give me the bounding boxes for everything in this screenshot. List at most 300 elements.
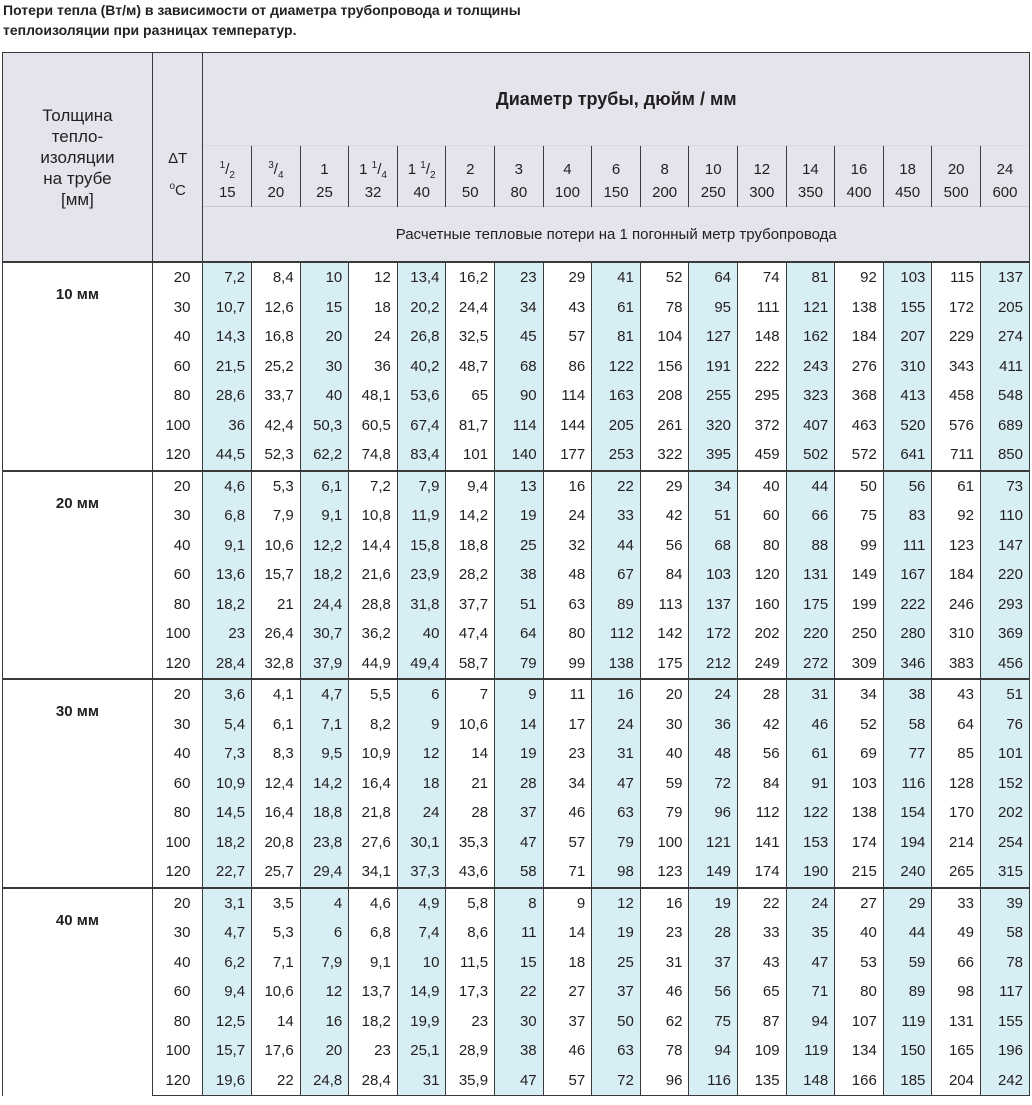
heat-loss-cell: 16 — [543, 471, 592, 502]
heat-loss-cell: 36 — [203, 411, 252, 441]
heat-loss-cell: 14,2 — [446, 501, 495, 531]
heat-loss-cell: 458 — [932, 381, 981, 411]
heat-loss-cell: 155 — [883, 293, 932, 323]
heat-loss-cell: 315 — [980, 857, 1029, 888]
inch-numerator: 3 — [268, 160, 274, 171]
heat-loss-cell: 280 — [883, 619, 932, 649]
heat-loss-cell: 73 — [980, 471, 1029, 502]
heat-loss-cell: 103 — [883, 262, 932, 293]
heat-loss-cell: 320 — [689, 411, 738, 441]
heat-loss-cell: 63 — [592, 798, 641, 828]
heat-loss-cell: 28 — [495, 769, 544, 799]
heat-loss-cell: 24 — [397, 798, 446, 828]
insulation-thickness-label: 20 мм — [3, 471, 153, 680]
heat-loss-cell: 28 — [689, 918, 738, 948]
heat-loss-cell: 56 — [738, 739, 787, 769]
heat-loss-cell: 43 — [932, 679, 981, 710]
insulation-thickness-label: 30 мм — [3, 679, 153, 888]
heat-loss-cell: 177 — [543, 440, 592, 471]
heat-loss-cell: 154 — [883, 798, 932, 828]
heat-loss-cell: 28 — [738, 679, 787, 710]
heat-loss-table — [2, 52, 1030, 1096]
heat-loss-cell: 113 — [640, 590, 689, 620]
heat-loss-cell: 21 — [252, 590, 301, 620]
heat-loss-cell: 12,4 — [252, 769, 301, 799]
heat-loss-cell: 40 — [835, 918, 884, 948]
delta-t-header — [152, 53, 203, 263]
table-row — [3, 262, 1030, 293]
heat-loss-cell: 265 — [932, 857, 981, 888]
heat-loss-cell: 174 — [835, 828, 884, 858]
heat-loss-cell: 110 — [980, 501, 1029, 531]
heat-loss-cell: 114 — [543, 381, 592, 411]
heat-loss-cell: 33,7 — [252, 381, 301, 411]
heat-loss-cell: 274 — [980, 322, 1029, 352]
inch-denominator: 2 — [430, 170, 436, 178]
heat-loss-cell: 463 — [835, 411, 884, 441]
heat-loss-cell: 52 — [835, 710, 884, 740]
fraction-slash: / — [425, 161, 430, 178]
heat-loss-cell: 29 — [640, 471, 689, 502]
heat-loss-cell: 74,8 — [349, 440, 398, 471]
heat-loss-cell: 31,8 — [397, 590, 446, 620]
delta-t-value: 40 — [152, 531, 203, 561]
heat-loss-cell: 36 — [349, 352, 398, 382]
heat-loss-cell: 31 — [592, 739, 641, 769]
heat-loss-cell: 6 — [397, 679, 446, 710]
inch-whole: 18 — [899, 161, 916, 178]
delta-t-value: 30 — [152, 293, 203, 323]
table-row — [3, 769, 1030, 799]
heat-loss-cell: 31 — [397, 1066, 446, 1096]
heat-loss-cell: 144 — [543, 411, 592, 441]
heat-loss-cell: 47 — [495, 828, 544, 858]
heat-loss-cell: 29,4 — [300, 857, 349, 888]
heat-loss-cell: 27 — [543, 977, 592, 1007]
heat-loss-cell: 51 — [495, 590, 544, 620]
heat-loss-cell: 147 — [980, 531, 1029, 561]
heat-loss-cell: 107 — [835, 1007, 884, 1037]
heat-loss-cell: 119 — [786, 1036, 835, 1066]
heat-loss-cell: 711 — [932, 440, 981, 471]
heat-loss-cell: 23,9 — [397, 560, 446, 590]
heat-loss-cell: 40 — [738, 471, 787, 502]
heat-loss-cell: 21,6 — [349, 560, 398, 590]
delta-t-value: 120 — [152, 440, 203, 471]
heat-loss-cell: 24,8 — [300, 1066, 349, 1096]
heat-loss-cell: 48 — [543, 560, 592, 590]
heat-loss-cell: 86 — [543, 352, 592, 382]
heat-loss-cell: 23 — [543, 739, 592, 769]
delta-t-value: 40 — [152, 948, 203, 978]
heat-loss-cell: 170 — [932, 798, 981, 828]
heat-loss-cell: 57 — [543, 322, 592, 352]
table-row — [3, 857, 1030, 888]
heat-loss-cell: 21,8 — [349, 798, 398, 828]
heat-loss-cell: 72 — [689, 769, 738, 799]
table-row — [3, 590, 1030, 620]
table-row — [3, 352, 1030, 382]
heat-loss-cell: 34 — [835, 679, 884, 710]
heat-loss-cell: 52 — [640, 262, 689, 293]
heat-loss-cell: 459 — [738, 440, 787, 471]
inch-whole: 14 — [802, 161, 819, 178]
heat-loss-cell: 243 — [786, 352, 835, 382]
heat-loss-cell: 27,6 — [349, 828, 398, 858]
heat-loss-cell: 322 — [640, 440, 689, 471]
diameter-mm-header: 600 — [980, 178, 1029, 207]
heat-loss-cell: 456 — [980, 649, 1029, 680]
thickness-header-line: тепло- — [51, 126, 104, 146]
heat-loss-cell: 37 — [543, 1007, 592, 1037]
heat-loss-cell: 190 — [786, 857, 835, 888]
heat-loss-cell: 8,3 — [252, 739, 301, 769]
heat-loss-cell: 59 — [640, 769, 689, 799]
heat-loss-cell: 152 — [980, 769, 1029, 799]
heat-loss-cell: 37 — [495, 798, 544, 828]
diameter-inch-header — [835, 146, 884, 179]
heat-loss-cell: 80 — [835, 977, 884, 1007]
heat-loss-cell: 115 — [932, 262, 981, 293]
inch-whole: 1 — [320, 161, 329, 178]
heat-loss-cell: 80 — [738, 531, 787, 561]
heat-loss-cell: 20,2 — [397, 293, 446, 323]
heat-loss-cell: 10 — [397, 948, 446, 978]
heat-loss-cell: 9,1 — [203, 531, 252, 561]
heat-loss-cell: 12,2 — [300, 531, 349, 561]
heat-loss-cell: 30 — [300, 352, 349, 382]
heat-loss-cell: 11,5 — [446, 948, 495, 978]
heat-loss-cell: 6 — [300, 918, 349, 948]
heat-loss-cell: 77 — [883, 739, 932, 769]
heat-loss-cell: 52,3 — [252, 440, 301, 471]
heat-loss-cell: 6,1 — [252, 710, 301, 740]
heat-loss-cell: 19 — [495, 501, 544, 531]
heat-loss-cell: 53,6 — [397, 381, 446, 411]
heat-loss-cell: 68 — [495, 352, 544, 382]
heat-loss-cell: 39 — [980, 888, 1029, 919]
heat-loss-cell: 18 — [543, 948, 592, 978]
heat-loss-cell: 850 — [980, 440, 1029, 471]
heat-loss-cell: 641 — [883, 440, 932, 471]
table-row — [3, 471, 1030, 502]
heat-loss-cell: 65 — [738, 977, 787, 1007]
heat-loss-cell: 689 — [980, 411, 1029, 441]
heat-loss-cell: 114 — [495, 411, 544, 441]
delta-t-value: 60 — [152, 977, 203, 1007]
inch-numerator: 1 — [420, 160, 426, 171]
heat-loss-cell: 22 — [252, 1066, 301, 1096]
heat-loss-cell: 7,9 — [300, 948, 349, 978]
diameter-mm-header: 300 — [738, 178, 787, 207]
heat-loss-cell: 29 — [543, 262, 592, 293]
diameter-inch-header — [980, 146, 1029, 179]
heat-loss-cell: 6,1 — [300, 471, 349, 502]
heat-loss-cell: 30 — [640, 710, 689, 740]
heat-loss-cell: 65 — [446, 381, 495, 411]
diameter-mm-header: 32 — [349, 178, 398, 207]
thickness-header — [3, 53, 153, 263]
heat-loss-cell: 26,4 — [252, 619, 301, 649]
heat-loss-cell: 229 — [932, 322, 981, 352]
heat-loss-cell: 58 — [495, 857, 544, 888]
heat-loss-cell: 36,2 — [349, 619, 398, 649]
heat-loss-cell: 175 — [786, 590, 835, 620]
diameter-inch-header — [738, 146, 787, 179]
heat-loss-cell: 46 — [640, 977, 689, 1007]
diameter-inch-header — [883, 146, 932, 179]
diameter-inch-header — [203, 146, 252, 179]
heat-loss-cell: 7,3 — [203, 739, 252, 769]
table-row — [3, 918, 1030, 948]
heat-loss-cell: 35 — [786, 918, 835, 948]
heat-loss-cell: 99 — [543, 649, 592, 680]
heat-loss-cell: 61 — [786, 739, 835, 769]
heat-loss-cell: 28,2 — [446, 560, 495, 590]
heat-loss-cell: 96 — [640, 1066, 689, 1096]
heat-loss-cell: 10,6 — [446, 710, 495, 740]
delta-t-value: 80 — [152, 381, 203, 411]
inch-whole: 20 — [947, 161, 965, 178]
heat-loss-cell: 13,4 — [397, 262, 446, 293]
heat-loss-cell: 122 — [786, 798, 835, 828]
table-row — [3, 560, 1030, 590]
heat-loss-cell: 38 — [883, 679, 932, 710]
heat-loss-cell: 18,2 — [203, 590, 252, 620]
heat-loss-cell: 16 — [300, 1007, 349, 1037]
heat-loss-cell: 222 — [883, 590, 932, 620]
heat-loss-cell: 103 — [689, 560, 738, 590]
table-row — [3, 501, 1030, 531]
heat-loss-cell: 220 — [786, 619, 835, 649]
heat-loss-cell: 84 — [640, 560, 689, 590]
title-line-2: теплоизоляции при разницах температур. — [3, 22, 297, 38]
heat-loss-cell: 112 — [738, 798, 787, 828]
heat-loss-cell: 261 — [640, 411, 689, 441]
heat-loss-cell: 45 — [495, 322, 544, 352]
heat-loss-cell: 8,4 — [252, 262, 301, 293]
heat-loss-cell: 87 — [738, 1007, 787, 1037]
inch-whole: 3 — [514, 161, 524, 178]
heat-loss-cell: 42,4 — [252, 411, 301, 441]
heat-loss-cell: 48 — [689, 739, 738, 769]
inch-whole: 6 — [611, 161, 621, 178]
heat-loss-cell: 31 — [640, 948, 689, 978]
heat-loss-cell: 140 — [495, 440, 544, 471]
diameter-mm-header: 400 — [835, 178, 884, 207]
delta-t-value: 20 — [152, 679, 203, 710]
inch-whole: 4 — [563, 161, 572, 178]
heat-loss-cell: 120 — [738, 560, 787, 590]
heat-loss-cell: 142 — [640, 619, 689, 649]
diameter-mm-header: 40 — [397, 178, 446, 207]
heat-loss-cell: 272 — [786, 649, 835, 680]
heat-loss-cell: 24,4 — [446, 293, 495, 323]
heat-loss-cell: 121 — [689, 828, 738, 858]
degree-sign: o — [169, 181, 176, 192]
diameter-inch-header — [252, 146, 301, 179]
inch-whole: 1 — [407, 161, 421, 178]
heat-loss-cell: 16 — [592, 679, 641, 710]
heat-loss-cell: 407 — [786, 411, 835, 441]
heat-loss-cell: 24 — [592, 710, 641, 740]
heat-loss-cell: 138 — [835, 798, 884, 828]
heat-loss-cell: 5,3 — [252, 918, 301, 948]
heat-loss-cell: 80 — [543, 619, 592, 649]
thickness-header-line: изоляции — [40, 147, 115, 167]
heat-loss-cell: 69 — [835, 739, 884, 769]
heat-loss-cell: 30,1 — [397, 828, 446, 858]
heat-loss-cell: 25,7 — [252, 857, 301, 888]
heat-loss-cell: 8,2 — [349, 710, 398, 740]
heat-loss-cell: 9,1 — [300, 501, 349, 531]
fraction-slash: / — [377, 161, 382, 178]
inch-whole: 8 — [660, 161, 669, 178]
heat-loss-cell: 64 — [932, 710, 981, 740]
heat-loss-cell: 111 — [883, 531, 932, 561]
heat-loss-cell: 20 — [640, 679, 689, 710]
heat-loss-cell: 22 — [592, 471, 641, 502]
heat-loss-cell: 57 — [543, 1066, 592, 1096]
heat-loss-cell: 15 — [300, 293, 349, 323]
heat-loss-cell: 4,1 — [252, 679, 301, 710]
heat-loss-cell: 104 — [640, 322, 689, 352]
heat-loss-cell: 194 — [883, 828, 932, 858]
diameter-inch-header — [592, 146, 641, 179]
diameter-inch-header — [689, 146, 738, 179]
heat-loss-cell: 78 — [980, 948, 1029, 978]
heat-loss-cell: 40 — [300, 381, 349, 411]
diameter-inch-header — [932, 146, 981, 179]
heat-loss-cell: 6,8 — [349, 918, 398, 948]
heat-loss-cell: 7,9 — [252, 501, 301, 531]
delta-t-value: 20 — [152, 471, 203, 502]
heat-loss-cell: 53 — [835, 948, 884, 978]
heat-loss-cell: 22 — [495, 977, 544, 1007]
heat-loss-cell: 10,6 — [252, 977, 301, 1007]
heat-loss-cell: 20 — [300, 1036, 349, 1066]
heat-loss-cell: 212 — [689, 649, 738, 680]
heat-loss-cell: 79 — [495, 649, 544, 680]
heat-loss-cell: 10,7 — [203, 293, 252, 323]
heat-loss-cell: 51 — [980, 679, 1029, 710]
delta-t-value: 30 — [152, 918, 203, 948]
heat-loss-cell: 137 — [980, 262, 1029, 293]
delta-t-value: 60 — [152, 769, 203, 799]
heat-loss-cell: 162 — [786, 322, 835, 352]
heat-loss-cell: 67,4 — [397, 411, 446, 441]
heat-loss-cell: 205 — [592, 411, 641, 441]
heat-loss-cell: 63 — [592, 1036, 641, 1066]
heat-loss-cell: 240 — [883, 857, 932, 888]
heat-loss-cell: 34,1 — [349, 857, 398, 888]
inch-denominator: 4 — [381, 170, 387, 178]
heat-loss-cell: 9,4 — [203, 977, 252, 1007]
heat-loss-cell: 62,2 — [300, 440, 349, 471]
diameter-inch-header — [397, 146, 446, 179]
heat-loss-cell: 23,8 — [300, 828, 349, 858]
heat-loss-cell: 58 — [883, 710, 932, 740]
heat-loss-cell: 7,2 — [203, 262, 252, 293]
heat-loss-cell: 72 — [592, 1066, 641, 1096]
diameter-mm-header: 200 — [640, 178, 689, 207]
heat-loss-cell: 141 — [738, 828, 787, 858]
heat-loss-cell: 293 — [980, 590, 1029, 620]
heat-loss-cell: 33 — [738, 918, 787, 948]
heat-loss-cell: 5,8 — [446, 888, 495, 919]
heat-loss-cell: 46 — [786, 710, 835, 740]
heat-loss-cell: 395 — [689, 440, 738, 471]
heat-loss-cell: 37 — [592, 977, 641, 1007]
delta-t-value: 60 — [152, 560, 203, 590]
fraction-slash: / — [225, 161, 230, 178]
heat-loss-cell: 25 — [495, 531, 544, 561]
heat-loss-cell: 19 — [689, 888, 738, 919]
heat-loss-cell: 101 — [446, 440, 495, 471]
page-title — [3, 0, 703, 40]
heat-loss-cell: 148 — [738, 322, 787, 352]
heat-loss-cell: 127 — [689, 322, 738, 352]
heat-loss-cell: 310 — [932, 619, 981, 649]
heat-loss-cell: 7,1 — [300, 710, 349, 740]
heat-loss-cell: 310 — [883, 352, 932, 382]
table-row — [3, 977, 1030, 1007]
calc-note: Расчетные тепловые потери на 1 погонный метр трубопровода — [203, 207, 1030, 263]
heat-loss-cell: 14,3 — [203, 322, 252, 352]
heat-loss-cell: 36 — [689, 710, 738, 740]
heat-loss-cell: 19,6 — [203, 1066, 252, 1096]
delta-t-value: 80 — [152, 1007, 203, 1037]
heat-loss-cell: 25,2 — [252, 352, 301, 382]
heat-loss-cell: 19 — [592, 918, 641, 948]
heat-loss-cell: 16,4 — [349, 769, 398, 799]
heat-loss-cell: 75 — [835, 501, 884, 531]
heat-loss-cell: 25 — [592, 948, 641, 978]
heat-loss-cell: 63 — [543, 590, 592, 620]
inch-numerator: 1 — [371, 160, 378, 171]
heat-loss-cell: 78 — [640, 1036, 689, 1066]
delta-t-value: 120 — [152, 857, 203, 888]
heat-loss-cell: 246 — [932, 590, 981, 620]
heat-loss-cell: 31 — [786, 679, 835, 710]
heat-loss-cell: 28,8 — [349, 590, 398, 620]
heat-loss-cell: 14 — [446, 739, 495, 769]
diameter-mm-header: 20 — [252, 178, 301, 207]
heat-loss-cell: 7,4 — [397, 918, 446, 948]
delta-t-unit — [153, 175, 203, 209]
heat-loss-cell: 5,4 — [203, 710, 252, 740]
heat-loss-cell: 41 — [592, 262, 641, 293]
diameter-mm-header: 50 — [446, 178, 495, 207]
heat-loss-cell: 60,5 — [349, 411, 398, 441]
heat-loss-cell: 15 — [495, 948, 544, 978]
delta-t-value: 100 — [152, 411, 203, 441]
heat-loss-cell: 15,7 — [203, 1036, 252, 1066]
delta-t-value: 40 — [152, 322, 203, 352]
inch-denominator: 4 — [277, 170, 284, 178]
heat-loss-cell: 18,8 — [300, 798, 349, 828]
diameter-mm-header: 100 — [543, 178, 592, 207]
table-row — [3, 828, 1030, 858]
heat-loss-cell: 204 — [932, 1066, 981, 1096]
heat-loss-cell: 37,7 — [446, 590, 495, 620]
inch-whole: 24 — [996, 161, 1014, 178]
heat-loss-cell: 10,9 — [349, 739, 398, 769]
heat-loss-cell: 92 — [932, 501, 981, 531]
heat-loss-cell: 4,7 — [203, 918, 252, 948]
inch-whole: 12 — [753, 161, 771, 178]
heat-loss-cell: 83 — [883, 501, 932, 531]
